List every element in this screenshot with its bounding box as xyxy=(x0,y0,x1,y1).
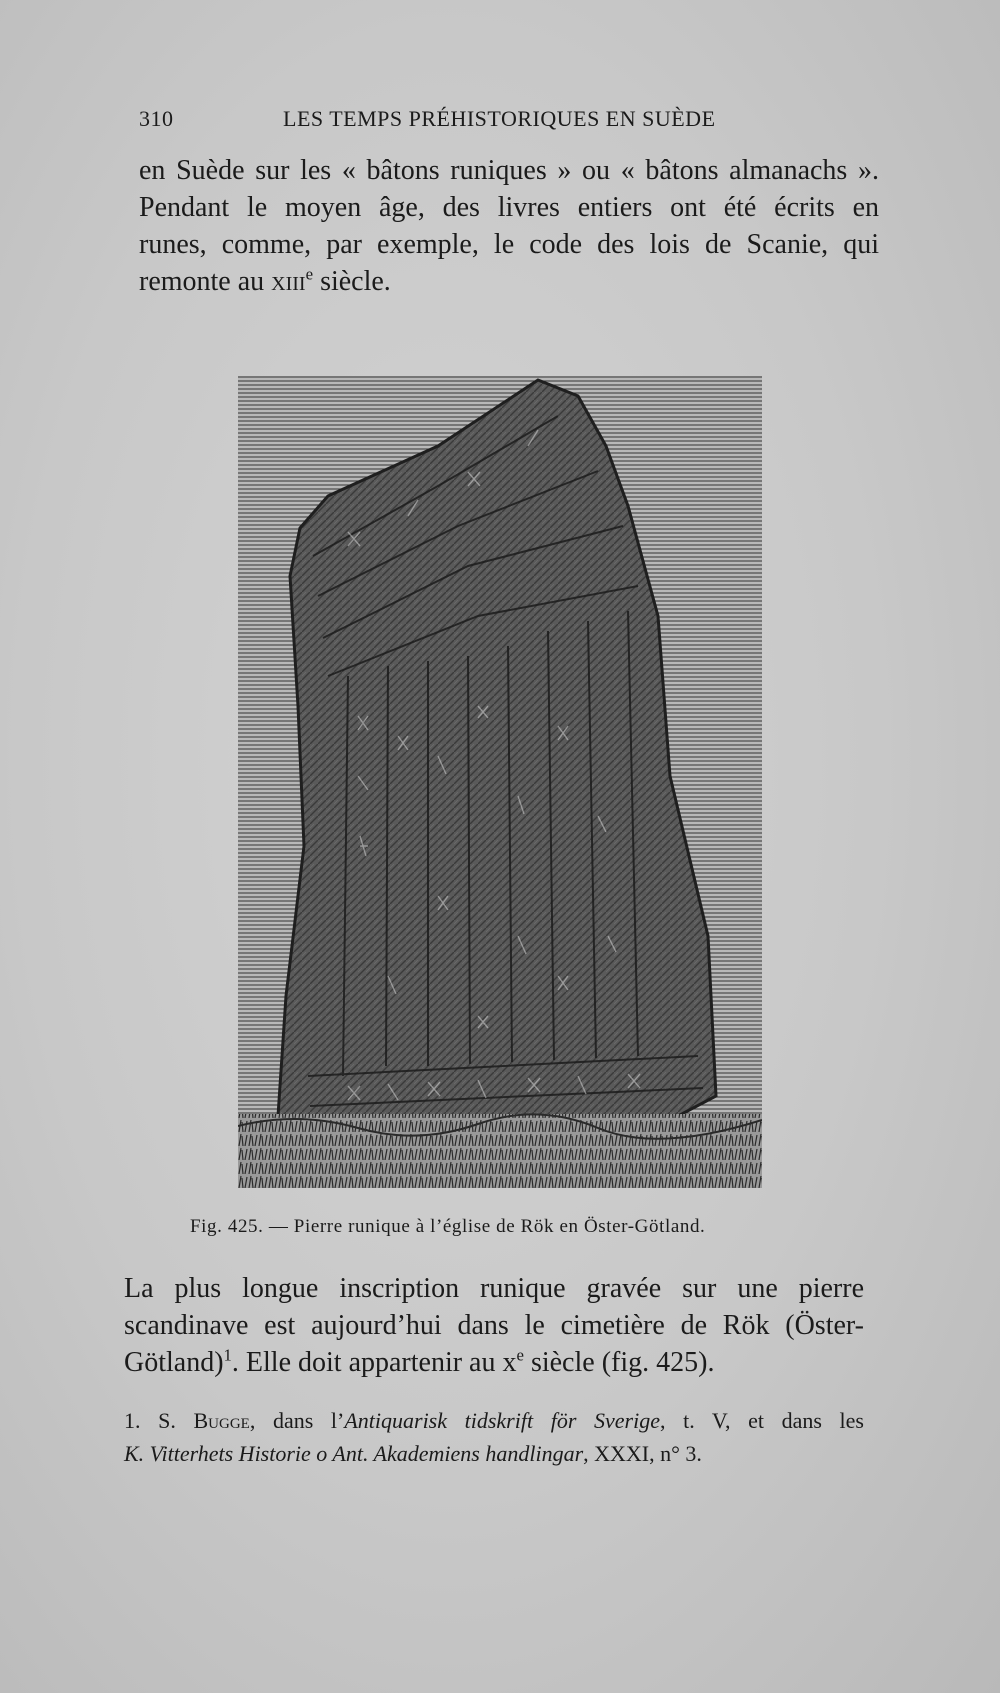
footnote-line xyxy=(124,1437,864,1470)
text-fragment: siècle (fig. 425). xyxy=(523,1347,715,1378)
text-fragment: siècle. xyxy=(313,266,391,297)
superscript: e xyxy=(305,264,314,284)
paragraph-1-line: en Suède sur les « bâtons runiques » ou « bâtons almanachs ». xyxy=(139,155,879,186)
paragraph-2-line: La plus longue inscription runique gravée sur une pierre xyxy=(124,1273,864,1304)
runestone-engraving-icon xyxy=(238,376,762,1188)
journal-title: Antiquarisk tidskrift för Sverige xyxy=(344,1408,660,1433)
paragraph-1-last-line xyxy=(139,263,879,300)
text-fragment: Götland) xyxy=(124,1347,224,1378)
footnote-author: S. Bugge xyxy=(158,1408,250,1433)
text-fragment: . Elle doit appartenir au x xyxy=(231,1347,517,1378)
figure-caption: Fig. 425. — Pierre runique à l’église de Rök en Öster-Götland. xyxy=(190,1216,706,1237)
text-fragment: , dans l’ xyxy=(249,1408,345,1433)
footnote-line xyxy=(124,1404,864,1437)
text-fragment: , XXXI, n° 3. xyxy=(583,1441,702,1466)
paragraph-1-line: runes, comme, par exemple, le code des lois de Scanie, qui xyxy=(139,229,879,260)
footnote xyxy=(124,1404,864,1470)
paragraph-1 xyxy=(139,152,879,300)
paragraph-2-last-line xyxy=(124,1344,864,1381)
paragraph-1-line: Pendant le moyen âge, des livres entiers ont été écrits en xyxy=(139,192,879,223)
century-numeral: xiii xyxy=(271,266,306,297)
page-number: 310 xyxy=(139,106,174,131)
paragraph-2-line: scandinave est aujourd’hui dans le cimetière de Rök (Öster- xyxy=(124,1310,864,1341)
footnote-reference: 1 xyxy=(223,1345,232,1365)
text-fragment: , t. V, et dans les xyxy=(659,1408,864,1433)
superscript: e xyxy=(516,1345,524,1365)
text-fragment: remonte au xyxy=(139,266,272,297)
runestone-figure xyxy=(238,376,762,1188)
paragraph-2 xyxy=(124,1270,864,1381)
running-title: LES TEMPS PRÉHISTORIQUES EN SUÈDE xyxy=(283,106,716,131)
journal-title: K. Vitterhets Historie o Ant. Akademiens handlingar xyxy=(124,1441,584,1466)
footnote-number: 1. xyxy=(124,1408,141,1433)
